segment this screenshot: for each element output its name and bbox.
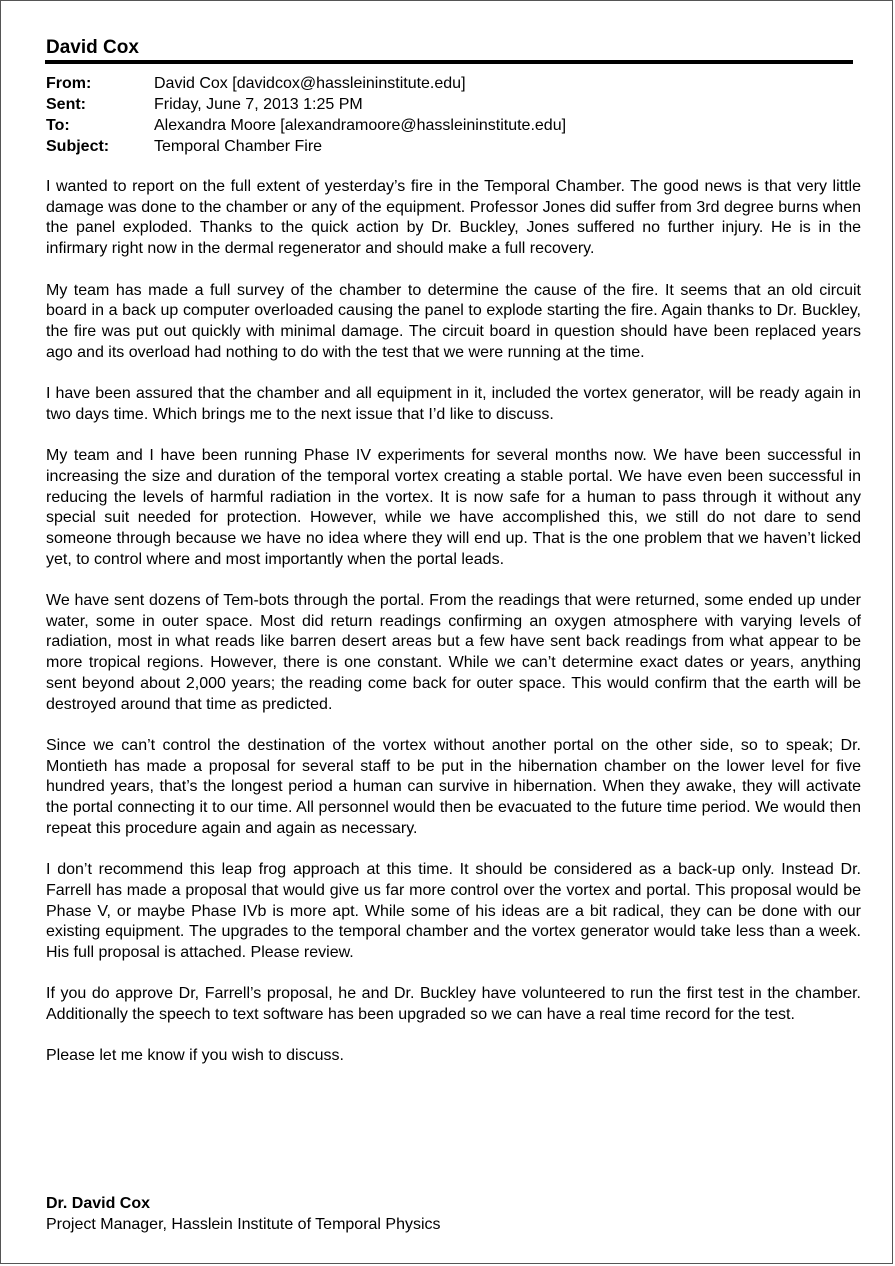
body-paragraph: I wanted to report on the full extent of yesterday’s fire in the Temporal Chamber. The good news is that very little damage was done to the chamber or any of the equipment. Professor Jones did suffer from 3rd degree burns when the panel exploded. Thanks to the quick action by Dr. Buckley, Jones suffered no further injury. He is in the infirmary right now in the dermal regenerator and should make a full recovery. <box>46 178 861 258</box>
body-paragraph: My team has made a full survey of the chamber to determine the cause of the fire. It seems that an old circuit board in a back up computer overloaded causing the panel to explode starting the fire. Again thanks to Dr. Buckley, the fire was put out quickly with minimal damage. The circuit board in question should have been replaced years ago and its overload had nothing to do with the test that we were running at the time. <box>46 281 861 361</box>
to-value: Alexandra Moore [alexandramoore@hassleininstitute.edu] <box>154 117 567 134</box>
body-paragraph: We have sent dozens of Tem-bots through the portal. From the readings that were returned, some ended up under water, some in outer space. Most did return readings confirming an oxygen atmosphere with varying levels of radiation, most in what reads like barren desert areas but a few have sent back readings from what appear to be more tropical regions. However, there is one constant. While we can’t determine exact dates or years, anything sent beyond about 2,000 years; the reading come back for outer space. This would confirm that the earth will be destroyed around that time as predicted. <box>46 592 861 713</box>
email-headers <box>46 73 566 157</box>
signature-role: Project Manager, Hasslein Institute of Temporal Physics <box>46 1216 441 1233</box>
subject-label: Subject: <box>46 138 110 155</box>
body-paragraph: Please let me know if you wish to discuss. <box>46 1047 344 1065</box>
body-paragraph: I don’t recommend this leap frog approach at this time. It should be considered as a back-up only. Instead Dr. Farrell has made a proposal that would give us far more control over the vortex and portal. This proposal would be Phase V, or maybe Phase IVb is more apt. While some of his ideas are a bit radical, they can be done with our existing equipment. The upgrades to the temporal chamber and the vortex generator would take less than a week. His full proposal is attached. Please review. <box>46 861 861 961</box>
from-label: From: <box>46 75 92 92</box>
body-paragraph: I have been assured that the chamber and all equipment in it, included the vortex generator, will be ready again in two days time. Which brings me to the next issue that I’d like to discuss. <box>46 385 861 423</box>
sent-label: Sent: <box>46 96 86 113</box>
header-to <box>46 115 566 136</box>
to-label: To: <box>46 117 70 134</box>
header-subject <box>46 136 566 157</box>
body-paragraph: My team and I have been running Phase IV experiments for several months now. We have been successful in increasing the size and duration of the temporal vortex creating a stable portal. We have even been successful in reducing the levels of harmful radiation in the vortex. It is now safe for a human to pass through it without any special suit needed for protection. However, while we have accomplished this, we still do not dare to send someone through because we have no idea where they will end up. That is the one problem that we haven’t licked yet, to control where and most importantly when the portal leads. <box>46 447 861 568</box>
email-title: David Cox <box>46 37 139 58</box>
header-sent <box>46 94 566 115</box>
sent-value: Friday, June 7, 2013 1:25 PM <box>154 96 363 113</box>
signature-block <box>46 1193 441 1235</box>
signature-name: Dr. David Cox <box>46 1195 151 1212</box>
body-paragraph: If you do approve Dr, Farrell’s proposal, he and Dr. Buckley have volunteered to run the first test in the chamber. Additionally the speech to text software has been upgraded so we can have a real time record for the test. <box>46 985 861 1024</box>
header-from <box>46 73 566 94</box>
title-divider <box>45 60 853 64</box>
subject-value: Temporal Chamber Fire <box>154 138 323 155</box>
body-paragraph: Since we can’t control the destination of the vortex without another portal on the other side, so to speak; Dr. Montieth has made a proposal for several staff to be put in the hibernation chamber on the lower level for five hundred years, that’s the longest period a human can survive in hibernation. When they awake, they will activate the portal connecting it to our time. All personnel would then be evacuated to the future time period. We would then repeat this procedure again and again as necessary. <box>46 736 861 837</box>
email-body <box>46 177 861 1088</box>
from-value: David Cox [davidcox@hassleininstitute.edu] <box>154 75 466 92</box>
